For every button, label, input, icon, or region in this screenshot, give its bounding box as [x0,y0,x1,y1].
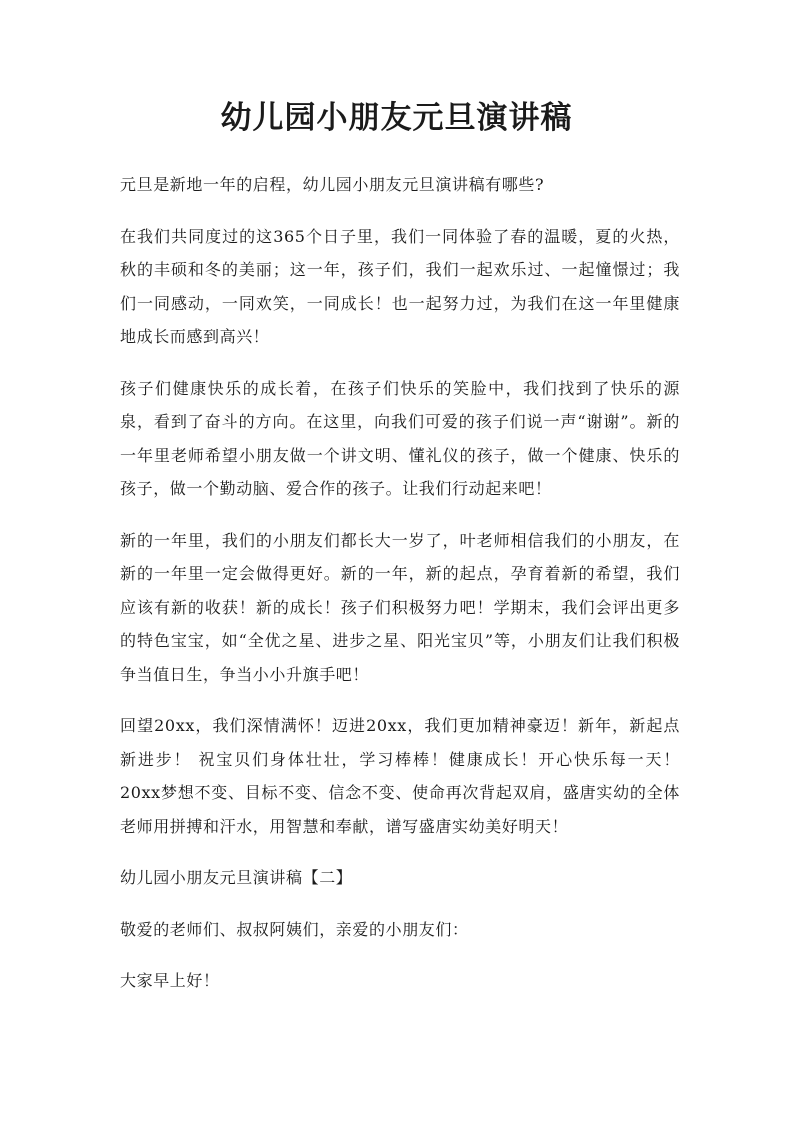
paragraph-children-growth: 孩子们健康快乐的成长着，在孩子们快乐的笑脸中，我们找到了快乐的源泉，看到了奋斗的方向。在这里，向我们可爱的孩子们说一声“谢谢”。新的一年里老师希望小朋友做一个讲文明、懂礼仪的孩子，做一个健康、快乐的孩子，做一个勤动脑、爱合作的孩子。让我们行动起来吧！ [120,378,680,498]
paragraph-intro: 元旦是新地一年的启程，幼儿园小朋友元旦演讲稿有哪些? [120,175,545,194]
paragraph-salutation: 敬爱的老师们、叔叔阿姨们，亲爱的小朋友们： [120,919,469,939]
section-heading-two: 幼儿园小朋友元旦演讲稿【二】 [120,868,353,887]
document-body [120,168,680,1016]
paragraph-blessings: 回望20xx，我们深情满怀！迈进20xx，我们更加精神豪迈！新年，新起点新进步！ 祝宝贝们身体壮壮，学习棒棒！健康成长！开心快乐每一天！20xx梦想不变、目标不变、信念不变、使命再次背起双肩，盛唐实幼的全体老师用拼搏和汗水，用智慧和奉献，谱写盛唐实幼美好明天！ [120,716,680,836]
paragraph-new-year-hopes: 新的一年里，我们的小朋友们都长大一岁了，叶老师相信我们的小朋友，在新的一年里一定会做得更好。新的一年，新的起点，孕育着新的希望，我们应该有新的收获！新的成长！孩子们积极努力吧！学期末，我们会评出更多的特色宝宝，如“全优之星、进步之星、阳光宝贝”等，小朋友们让我们积极争当值日生，争当小小升旗手吧！ [120,530,680,684]
paragraph-year-review: 在我们共同度过的这365个日子里，我们一同体验了春的温暖，夏的火热，秋的丰硕和冬的美丽；这一年，孩子们，我们一起欢乐过、一起憧憬过；我们一同感动，一同欢笑，一同成长！也一起努力过，为我们在这一年里健康地成长而感到高兴！ [120,226,680,346]
paragraph-greeting: 大家早上好！ [120,971,220,990]
document-title: 幼儿园小朋友元旦演讲稿 [220,100,573,136]
